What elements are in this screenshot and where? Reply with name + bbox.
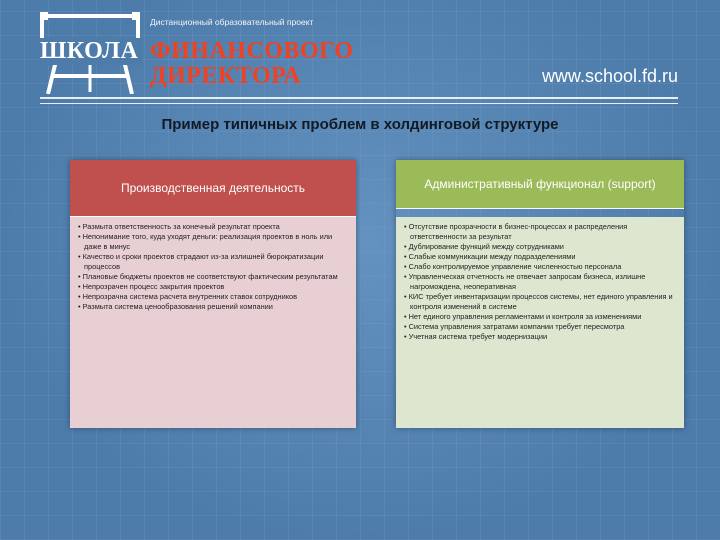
website-url: www.school.fd.ru xyxy=(541,66,678,86)
administrative-panel-body xyxy=(396,217,684,428)
list-item: • Непонимание того, куда уходят деньги: реализация проектов в ноль или даже в минус xyxy=(76,232,350,252)
logo-director-word: ДИРЕКТОРА xyxy=(150,63,302,89)
list-item: • Размыта ответственность за конечный результат проекта xyxy=(76,222,350,232)
administrative-issues-list xyxy=(402,222,678,342)
list-item: • Отсутствие прозрачности в бизнес-процессах и распределения ответственности за результат xyxy=(402,222,678,242)
list-item: • Непрозрачна система расчета внутренних ставок сотрудников xyxy=(76,292,350,302)
logo-school-word: ШКОЛА xyxy=(40,38,142,65)
list-item: • Плановые бюджеты проектов не соответствуют фактическим результатам xyxy=(76,272,350,282)
list-item: • Непрозрачен процесс закрытия проектов xyxy=(76,282,350,292)
list-item: • Система управления затратами компании требует пересмотра xyxy=(402,322,678,332)
list-item: • Размыта система ценообразования решений компании xyxy=(76,302,350,312)
list-item: • Учетная система требует модернизации xyxy=(402,332,678,342)
logo-financial-word: ФИНАНСОВОГО xyxy=(150,38,354,64)
list-item: • Дублирование функций между сотрудниками xyxy=(402,242,678,252)
list-item: • Нет единого управления регламентами и контроля за изменениями xyxy=(402,312,678,322)
administrative-panel xyxy=(396,160,684,428)
list-item: • Слабо контролируемое управление численностью персонала xyxy=(402,262,678,272)
list-item: • Качество и сроки проектов страдают из-за излишней бюрократизации процессов xyxy=(76,252,350,272)
production-panel-body xyxy=(70,217,356,428)
project-label: Дистанционный образовательный проект xyxy=(150,17,314,27)
production-panel xyxy=(70,160,356,428)
header-divider xyxy=(40,97,678,99)
administrative-panel-heading: Административный функционал (support) xyxy=(396,160,684,209)
header-divider-thin xyxy=(40,103,678,104)
slide-title: Пример типичных проблем в холдинговой структуре xyxy=(161,116,559,133)
production-panel-heading: Производственная деятельность xyxy=(70,160,356,217)
production-issues-list xyxy=(76,222,350,312)
list-item: • Слабые коммуникации между подразделениями xyxy=(402,252,678,262)
list-item: • КИС требует инвентаризации процессов системы, нет единого управления и контроля изменений в системе xyxy=(402,292,678,312)
list-item: • Управленческая отчетность не отвечает запросам бизнеса, излишне нагромождена, неоперативная xyxy=(402,272,678,292)
